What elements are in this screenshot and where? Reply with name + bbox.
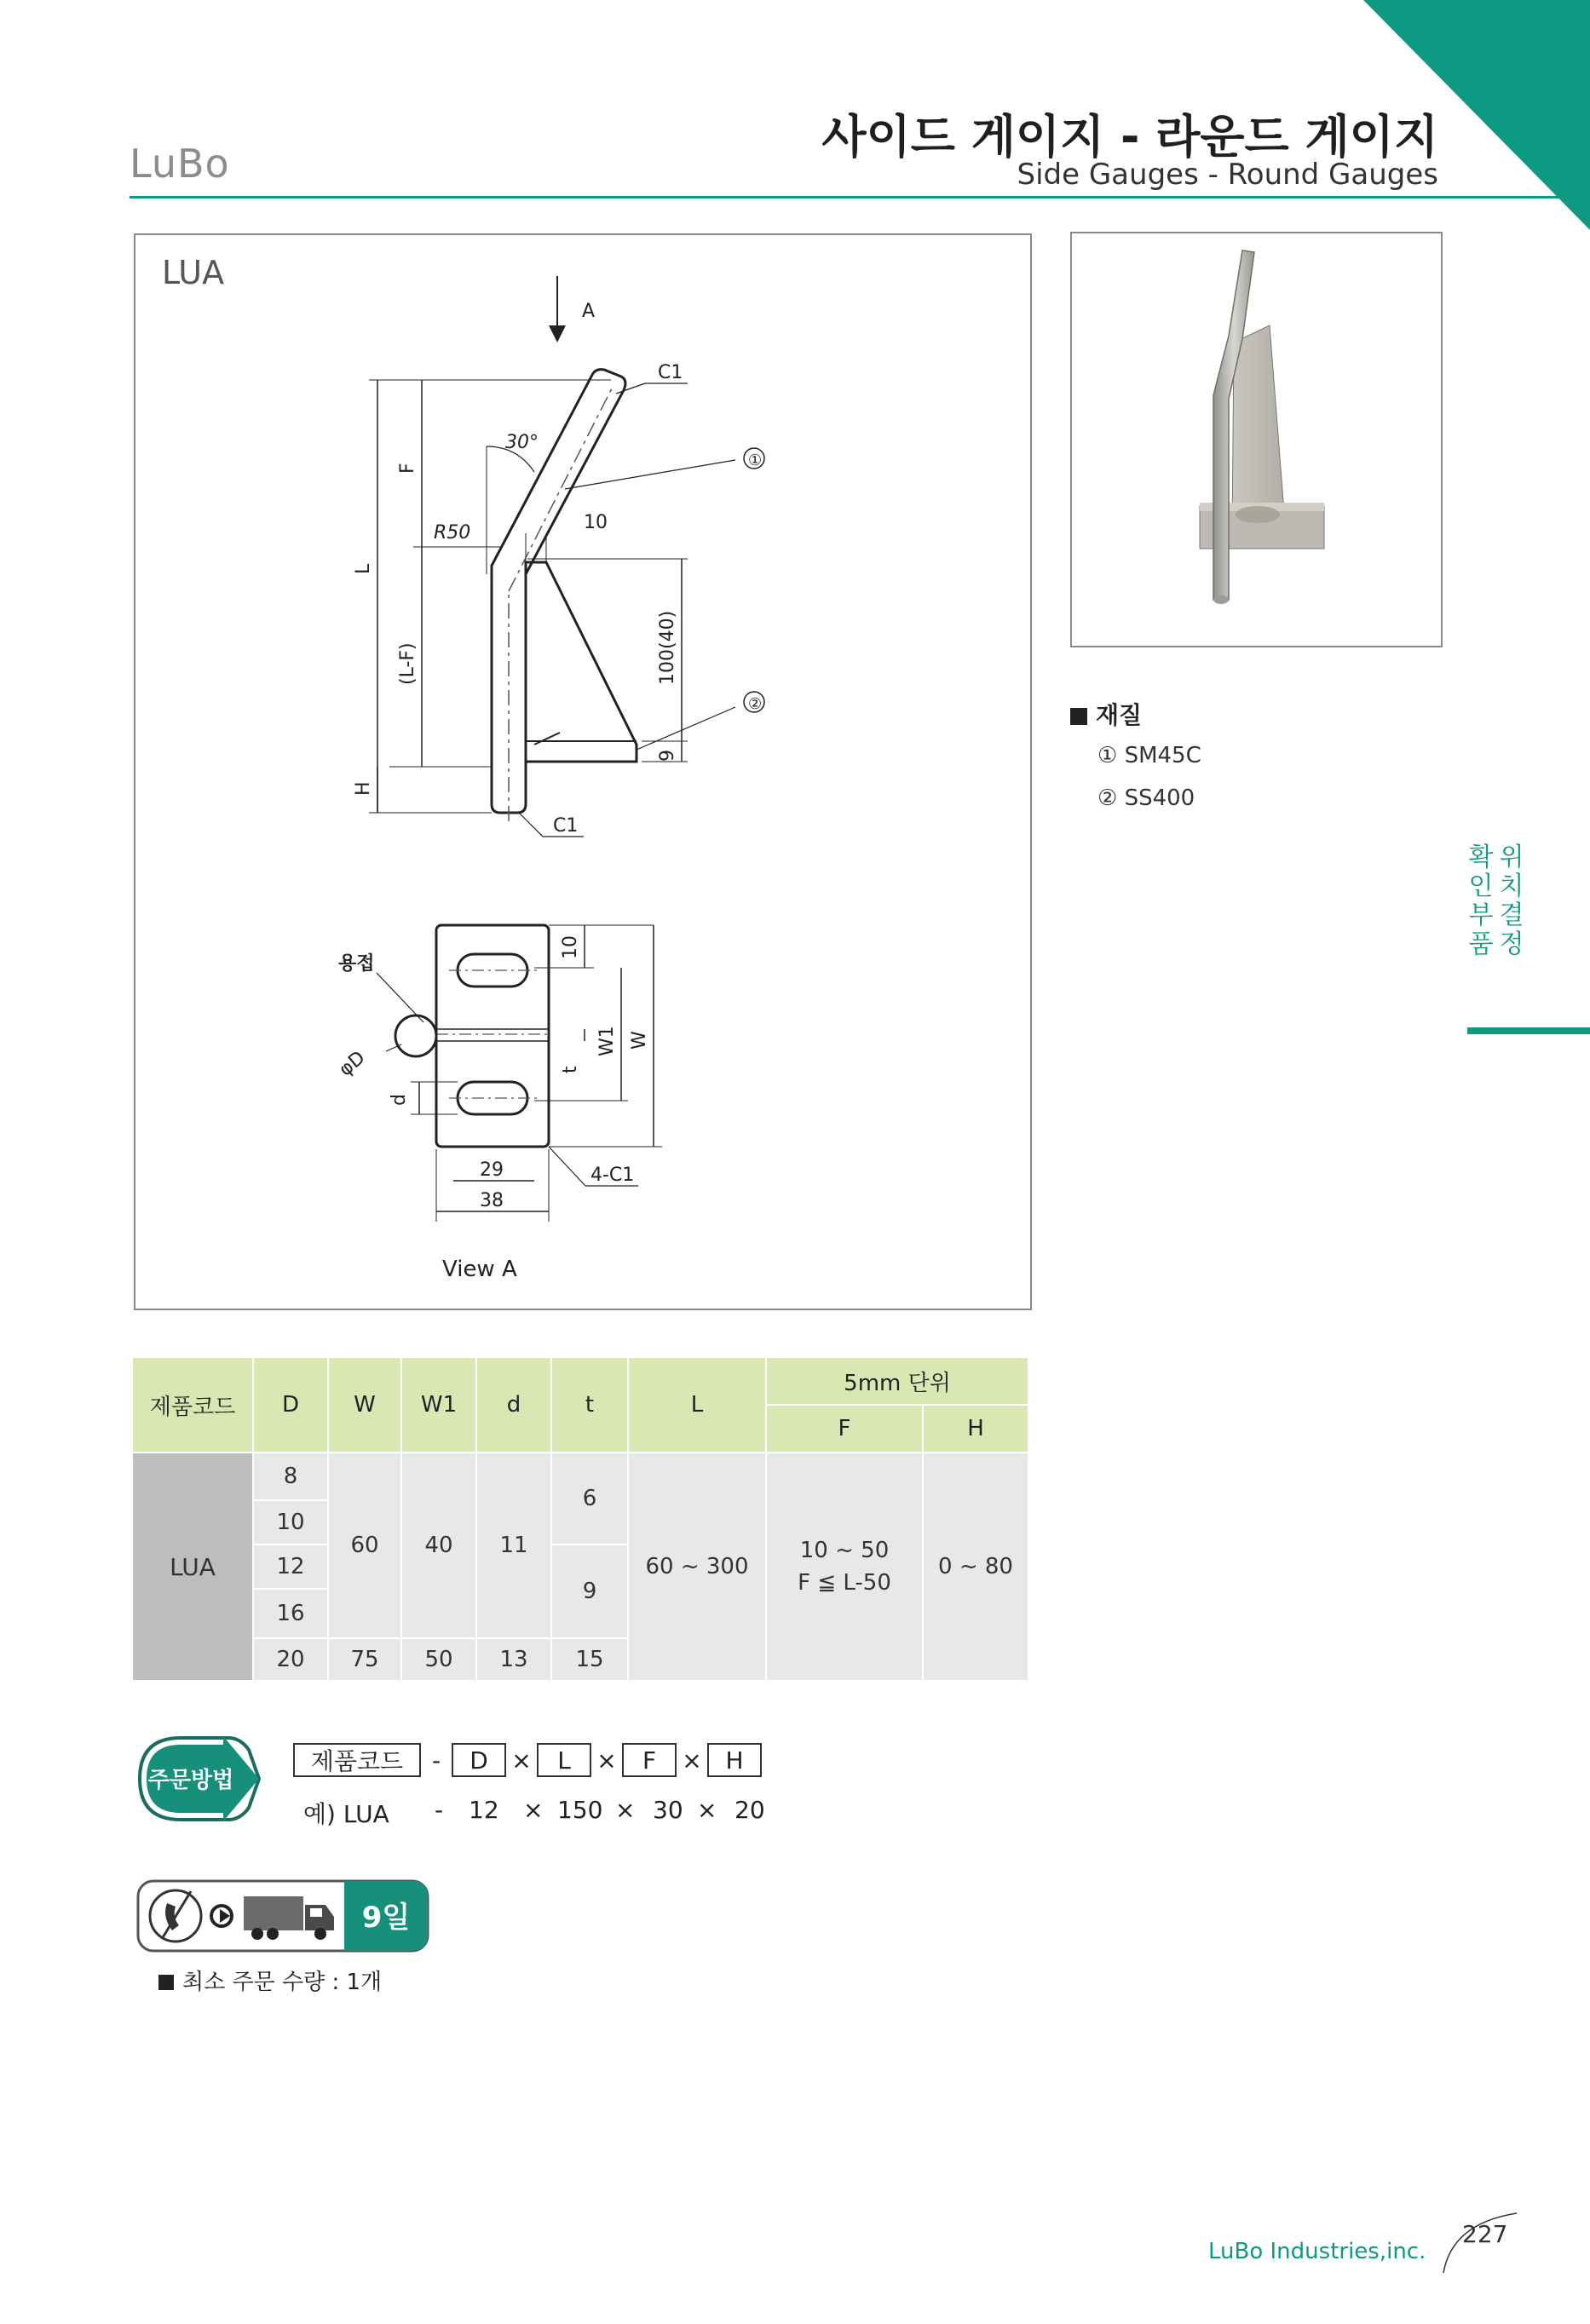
order-sep-x: × xyxy=(596,1746,617,1775)
side-tab-char: 확 xyxy=(1468,843,1494,872)
header-H: H xyxy=(923,1405,1028,1452)
order-field-D: D xyxy=(452,1743,506,1777)
header-W: W xyxy=(328,1357,401,1452)
dim-10-label: 10 xyxy=(584,512,608,533)
dim-L: L xyxy=(353,563,374,574)
f-condition-text: F ≦ L-50 xyxy=(798,1570,891,1596)
spec-table xyxy=(131,1356,1029,1682)
page-title: 사이드 게이지 - 라운드 게이지 xyxy=(821,110,1438,164)
side-tab-char: 정 xyxy=(1499,929,1524,959)
side-tab-char: 부 xyxy=(1468,900,1494,930)
dim-W-label: W xyxy=(629,1031,650,1050)
radius-label: R50 xyxy=(434,522,471,544)
order-example-label: 예) LUA xyxy=(303,1800,389,1828)
order-example-sep: × xyxy=(615,1796,636,1824)
cell-L-range: 60 ~ 300 xyxy=(628,1452,766,1681)
c1-top-label: C1 xyxy=(658,362,683,383)
header-divider xyxy=(130,196,1561,198)
view-arrow-label: A xyxy=(582,301,596,322)
order-example-L: 150 xyxy=(557,1796,603,1824)
product-photo xyxy=(1072,233,1441,646)
dim-F: F xyxy=(397,463,418,474)
dim-10b-label: 10 xyxy=(560,935,581,959)
header-t: t xyxy=(551,1357,628,1452)
f-range-text: 10 ~ 50 xyxy=(799,1538,890,1563)
order-badge-label: 주문방법 xyxy=(147,1768,234,1793)
callout-1: ① xyxy=(748,452,763,469)
order-example-dash: - xyxy=(435,1796,444,1824)
cell-D: 16 xyxy=(253,1589,328,1638)
header-L: L xyxy=(628,1357,766,1452)
side-tab-char: 결 xyxy=(1499,900,1524,930)
dim-W1-label: W1 xyxy=(596,1026,618,1056)
side-tab-char: 인 xyxy=(1468,872,1494,901)
header-code: 제품코드 xyxy=(132,1357,253,1452)
dim-L-F: (L-F) xyxy=(397,642,418,685)
dim-d-label: d xyxy=(389,1094,410,1106)
minimum-order xyxy=(158,1964,382,1996)
dim-t-label: t xyxy=(560,1066,581,1073)
delivery-days: 9일 xyxy=(361,1901,411,1935)
order-field-F: F xyxy=(622,1743,677,1777)
order-sep-x: × xyxy=(511,1746,532,1775)
order-method-badge xyxy=(135,1733,262,1825)
cell-H-range: 0 ~ 80 xyxy=(923,1452,1028,1681)
dim-29-label: 29 xyxy=(480,1159,504,1181)
dim-9-label: 9 xyxy=(657,750,678,762)
order-example-sep: × xyxy=(523,1796,544,1824)
order-example-H: 20 xyxy=(735,1796,765,1824)
material-title-text: 재질 xyxy=(1096,701,1143,729)
order-example-F: 30 xyxy=(653,1796,683,1824)
technical-drawing xyxy=(134,233,1032,1310)
material-item-1: ① SM45C xyxy=(1097,743,1201,768)
cell-D: 8 xyxy=(253,1452,328,1500)
phiD-label: φD xyxy=(335,1047,370,1081)
cell-F-range xyxy=(766,1452,923,1681)
angle-label: 30° xyxy=(505,432,539,453)
callout-2: ② xyxy=(748,695,763,713)
delivery-badge xyxy=(136,1879,429,1953)
cell-d-group: 11 xyxy=(476,1452,551,1638)
square-bullet-icon xyxy=(1070,708,1087,725)
material-item-2: ② SS400 xyxy=(1097,785,1195,811)
material-title xyxy=(1070,697,1142,731)
min-qty-text: 최소 주문 수량 : 1개 xyxy=(182,1970,383,1995)
page-number: 227 xyxy=(1462,2220,1508,2248)
side-tab-char: 위 xyxy=(1499,843,1524,872)
c1-bottom-label: C1 xyxy=(553,815,579,837)
header-W1: W1 xyxy=(401,1357,476,1452)
cell-D: 10 xyxy=(253,1500,328,1545)
dim-38-label: 38 xyxy=(480,1190,504,1211)
order-sep-dash: - xyxy=(431,1746,441,1775)
side-tab-char: 품 xyxy=(1468,929,1494,959)
cell-W-last: 75 xyxy=(328,1638,401,1681)
weld-label: 용접 xyxy=(338,953,375,975)
cell-W1-last: 50 xyxy=(401,1638,476,1681)
drawing-model-label: LUA xyxy=(162,254,225,291)
order-format xyxy=(293,1741,762,1779)
square-bullet-icon xyxy=(158,1975,174,1990)
cell-t-group2: 9 xyxy=(551,1545,628,1638)
page-subtitle: Side Gauges - Round Gauges xyxy=(1017,158,1438,192)
header-unit: 5mm 단위 xyxy=(766,1357,1028,1405)
side-tab-char: 치 xyxy=(1499,872,1524,901)
cell-W-group: 60 xyxy=(328,1452,401,1638)
cell-D: 20 xyxy=(253,1638,328,1681)
brand-logo: LuBo xyxy=(130,141,230,187)
cell-D: 12 xyxy=(253,1545,328,1589)
order-field-H: H xyxy=(707,1743,762,1777)
dim-100-label: 100(40) xyxy=(657,610,678,685)
cell-t-last: 15 xyxy=(551,1638,628,1681)
cell-t-group1: 6 xyxy=(551,1452,628,1545)
order-example-sep: × xyxy=(697,1796,717,1824)
footer-company: LuBo Industries,inc. xyxy=(1208,2239,1426,2264)
order-field-L: L xyxy=(537,1743,591,1777)
view-a-title: View A xyxy=(442,1257,517,1282)
header-D: D xyxy=(253,1357,328,1452)
order-field-code: 제품코드 xyxy=(293,1743,421,1777)
row-code: LUA xyxy=(132,1452,253,1681)
order-sep-x: × xyxy=(682,1746,702,1775)
cell-W1-group: 40 xyxy=(401,1452,476,1638)
c1-four-label: 4-C1 xyxy=(590,1165,635,1186)
cell-d-last: 13 xyxy=(476,1638,551,1681)
dim-H: H xyxy=(353,781,374,796)
order-example-D: 12 xyxy=(469,1796,499,1824)
header-F: F xyxy=(766,1405,923,1452)
header-d: d xyxy=(476,1357,551,1452)
side-tab-indicator xyxy=(1467,1027,1590,1034)
